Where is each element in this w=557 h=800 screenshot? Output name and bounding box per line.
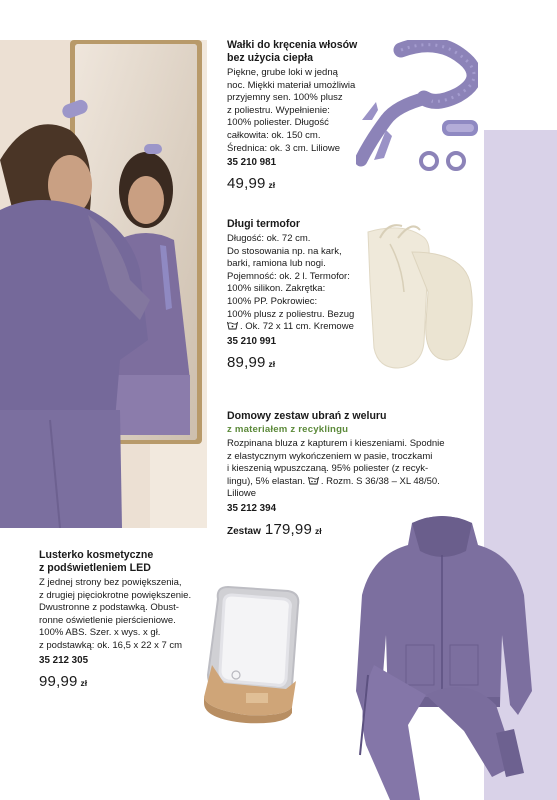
- product-description: Piękne, grube loki w jedną noc. Miękki materiał umożliwia przyjemny sen. 100% plusz z poliestru. Wypełnienie: 100% poliester. Długość całkowita: ok. 150 cm. Średnica: ok. 3 cm. Liliowe: [227, 67, 356, 154]
- product-description: Rozpinana bluza z kapturem i kieszeniami. Spodnie z elastycznym wykończeniem w pasie, troczkami i kieszenią wpuszczaną. 95% poliester (z recyk- lingu), 5% elastan. . Rozm. S 36/38 – XL 48/50. Liliowe: [227, 438, 445, 500]
- product-code: 35 212 305: [39, 654, 89, 666]
- price-currency: zł: [80, 677, 88, 688]
- product-hot-water-bottle: [227, 218, 377, 373]
- product-title: Domowy zestaw ubrań z weluru: [227, 410, 387, 422]
- recycled-material-subtitle: z materiałem z recyklingu: [227, 424, 349, 435]
- price-amount: 89,99: [227, 353, 266, 371]
- velour-loungewear-image: [346, 515, 536, 800]
- product-title: Lusterko kosmetyczne z podświetleniem LED: [39, 549, 154, 574]
- price-amount: 49,99: [227, 175, 266, 193]
- price-label: Zestaw: [227, 525, 261, 537]
- price-currency: zł: [268, 358, 276, 369]
- price-currency: zł: [268, 180, 276, 191]
- product-price: [227, 175, 377, 194]
- hot-water-bottle-image: [362, 222, 480, 372]
- price-amount: 99,99: [39, 672, 78, 690]
- price-amount: 179,99: [264, 520, 312, 538]
- product-price: [39, 673, 219, 692]
- price-currency: zł: [315, 525, 322, 536]
- product-price: [227, 521, 487, 541]
- product-curlers: [227, 39, 377, 194]
- lifestyle-photo-woman-mirror: [0, 40, 207, 528]
- product-price: [227, 354, 377, 373]
- product-code: 35 210 991: [227, 335, 277, 347]
- product-led-mirror: [39, 549, 219, 692]
- wash-care-icon: [227, 321, 238, 330]
- product-title: Wałki do kręcenia włosów bez użycia ciepła: [227, 39, 358, 64]
- product-code: 35 210 981: [227, 157, 277, 169]
- product-description: Długość: ok. 72 cm. Do stosowania np. na kark, barki, ramiona lub nogi. Pojemność: ok. 2 l. Termofor: 100% silikon. Zakrętka: 100% PP. Pokrowiec: 100% plusz z poliestru. Bezug . Ok. 72 x 11 cm. Kremowe: [227, 233, 355, 333]
- product-velour-set: [227, 410, 487, 541]
- product-description: Z jednej strony bez powiększenia, z drugiej pięciokrotne powiększenie. Dwustronne z podstawką. Obust- ronne oświetlenie pierścieniowe. 100% ABS. Szer. x wys. x gł. z podstawką: ok. 16,5 x 22 x 7 cm: [39, 577, 192, 651]
- product-code: 35 212 394: [227, 502, 277, 514]
- wash-care-icon: [308, 476, 319, 485]
- product-title: Długi termofor: [227, 218, 300, 230]
